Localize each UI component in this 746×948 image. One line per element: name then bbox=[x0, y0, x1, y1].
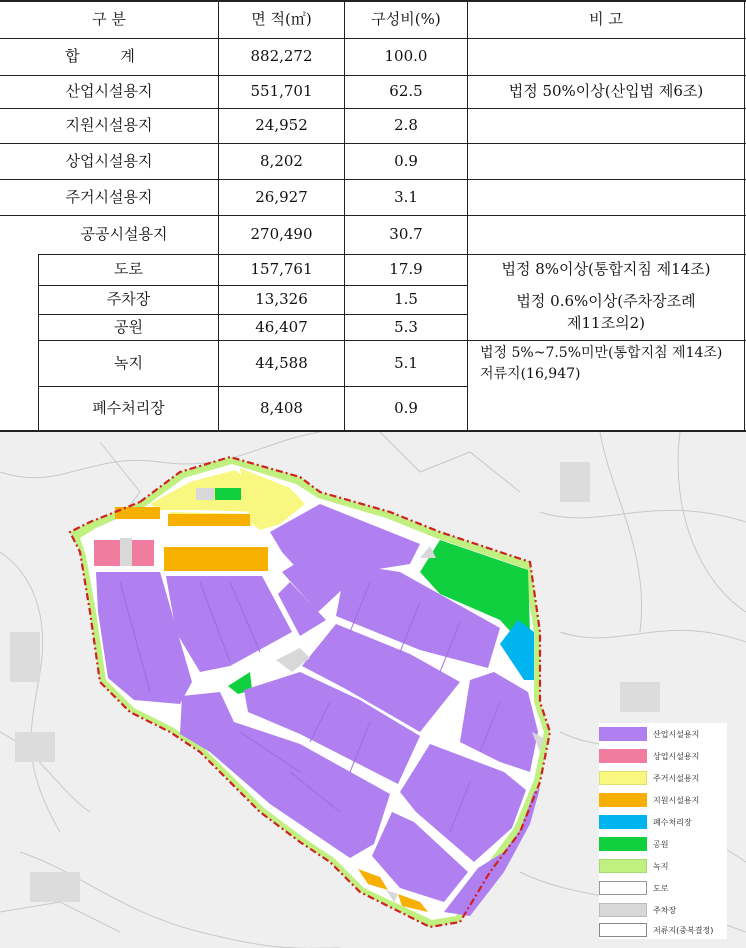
commercial-parking bbox=[120, 538, 132, 566]
row-total-ratio: 100.0 bbox=[384, 47, 428, 66]
header-category: 구 분 bbox=[92, 10, 126, 29]
legend-item-wastewater bbox=[599, 813, 692, 831]
row-park-area: 46,407 bbox=[255, 317, 308, 336]
row-green-area: 44,588 bbox=[255, 353, 308, 372]
row-industrial-area: 551,701 bbox=[250, 82, 313, 101]
support-zone-1 bbox=[115, 507, 160, 519]
row-road-label: 도로 bbox=[114, 260, 143, 279]
legend-label-retention: 저류지(중복결정) bbox=[653, 925, 714, 935]
row-industrial-remarks: 법정 50%이상(산입법 제6조) bbox=[508, 82, 704, 101]
row-public-area: 270,490 bbox=[250, 225, 313, 244]
legend-swatch-park bbox=[599, 837, 647, 851]
land-use-table bbox=[0, 0, 746, 432]
legend-item-green bbox=[599, 857, 668, 875]
support-zone-2 bbox=[168, 514, 250, 526]
row-park-label: 공원 bbox=[114, 317, 143, 336]
legend-swatch-parking bbox=[599, 903, 647, 917]
legend-swatch-residential bbox=[599, 771, 647, 785]
parking-remarks-line2: 제11조의2) bbox=[567, 314, 645, 332]
legend-swatch-wastewater bbox=[599, 815, 647, 829]
row-green-remarks bbox=[468, 341, 744, 386]
row-wastewater-area: 8,408 bbox=[260, 398, 303, 417]
legend-swatch-green bbox=[599, 859, 647, 873]
legend-swatch-retention bbox=[599, 923, 647, 937]
row-support-label: 지원시설용지 bbox=[65, 116, 153, 135]
legend-item-support bbox=[599, 791, 699, 809]
row-industrial-label: 산업시설용지 bbox=[65, 82, 153, 101]
legend-item-industrial bbox=[599, 725, 699, 743]
legend-label-wastewater: 폐수처리장 bbox=[653, 817, 692, 827]
header-remarks: 비 고 bbox=[589, 10, 623, 29]
legend-item-residential bbox=[599, 769, 699, 787]
map-legend bbox=[599, 723, 727, 939]
legend-swatch-support bbox=[599, 793, 647, 807]
row-support-area: 24,952 bbox=[255, 116, 308, 135]
row-residential-label: 주거시설용지 bbox=[65, 187, 153, 206]
park-small bbox=[215, 488, 241, 500]
row-wastewater-ratio: 0.9 bbox=[394, 398, 418, 417]
legend-label-support: 지원시설용지 bbox=[653, 795, 700, 805]
row-park-ratio: 5.3 bbox=[394, 317, 418, 336]
green-remarks-line1: 법정 5%~7.5%미만(통합지침 제14조) bbox=[480, 344, 723, 361]
legend-item-park bbox=[599, 835, 668, 853]
row-support-ratio: 2.8 bbox=[394, 116, 418, 135]
legend-label-residential: 주거시설용지 bbox=[653, 773, 700, 783]
legend-label-commercial: 상업시설용지 bbox=[653, 751, 700, 761]
row-parking-label: 주차장 bbox=[106, 290, 151, 309]
legend-swatch-industrial bbox=[599, 727, 647, 741]
row-road-area: 157,761 bbox=[250, 260, 313, 279]
row-parking-park-remarks bbox=[468, 286, 744, 340]
row-residential-ratio: 3.1 bbox=[394, 187, 418, 206]
row-total-area: 882,272 bbox=[250, 47, 313, 66]
row-green-ratio: 5.1 bbox=[394, 353, 418, 372]
legend-swatch-road bbox=[599, 881, 647, 895]
legend-item-retention bbox=[599, 921, 713, 939]
row-wastewater-label: 폐수처리장 bbox=[92, 398, 165, 417]
legend-label-park: 공원 bbox=[653, 839, 669, 849]
row-road-remarks: 법정 8%이상(통합지침 제14조) bbox=[501, 260, 711, 279]
row-public-label: 공공시설용지 bbox=[80, 225, 168, 244]
row-industrial-ratio: 62.5 bbox=[389, 82, 423, 101]
legend-swatch-commercial bbox=[599, 749, 647, 763]
row-commercial-label: 상업시설용지 bbox=[65, 151, 153, 170]
row-total-label: 합 계 bbox=[65, 47, 153, 66]
row-parking-area: 13,326 bbox=[255, 290, 308, 309]
legend-label-industrial: 산업시설용지 bbox=[653, 729, 700, 739]
row-residential-area: 26,927 bbox=[255, 187, 308, 206]
land-use-map bbox=[0, 432, 746, 948]
legend-label-green: 녹지 bbox=[653, 861, 669, 871]
parking-small bbox=[196, 488, 214, 500]
green-remarks-line2: 저류지(16,947) bbox=[480, 365, 581, 382]
row-commercial-area: 8,202 bbox=[260, 151, 303, 170]
header-area: 면 적(㎡) bbox=[251, 10, 312, 29]
row-road-ratio: 17.9 bbox=[389, 260, 423, 279]
legend-item-road bbox=[599, 879, 668, 897]
legend-label-parking: 주차장 bbox=[653, 905, 677, 915]
row-public-ratio: 30.7 bbox=[389, 225, 423, 244]
parking-remarks-line1: 법정 0.6%이상(주차장조례 bbox=[516, 292, 696, 311]
row-parking-ratio: 1.5 bbox=[394, 290, 418, 309]
legend-item-parking bbox=[599, 901, 676, 919]
row-green-label: 녹지 bbox=[114, 353, 143, 372]
row-commercial-ratio: 0.9 bbox=[394, 151, 418, 170]
legend-item-commercial bbox=[599, 747, 699, 765]
header-ratio: 구성비(%) bbox=[371, 10, 441, 29]
legend-label-road: 도로 bbox=[653, 883, 669, 893]
support-zone-3 bbox=[164, 547, 268, 571]
